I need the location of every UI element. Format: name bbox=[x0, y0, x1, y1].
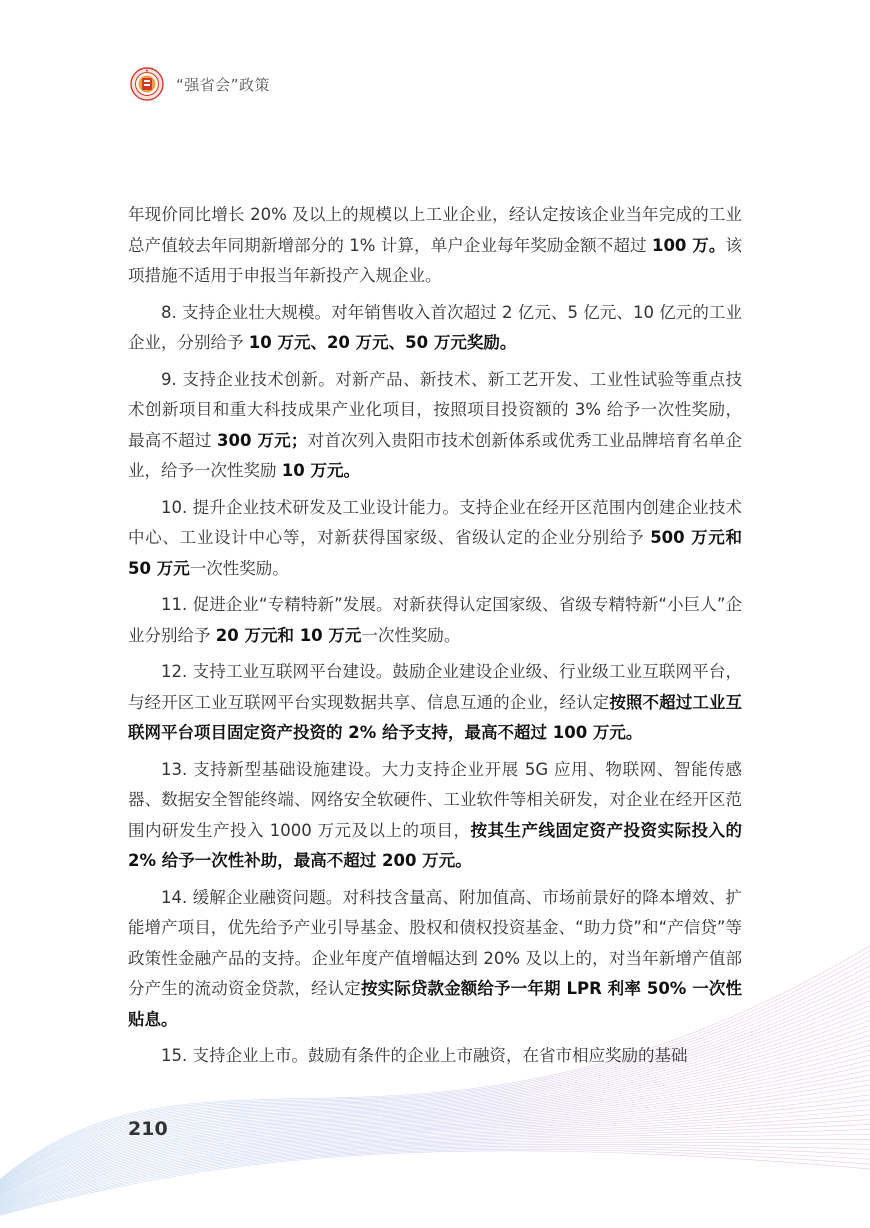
wave-line bbox=[0, 1144, 870, 1215]
wave-line bbox=[0, 1148, 870, 1217]
paragraph bbox=[128, 365, 742, 487]
body-text: 一次性奖励。 bbox=[189, 558, 289, 578]
body-text: 11. 促进企业“专精特新”发展。对新获得认定国家级、省级专精特新“小巨人”企业分别给予 bbox=[128, 595, 742, 645]
paragraph bbox=[128, 298, 742, 359]
wave-line bbox=[0, 1083, 870, 1207]
body-text: 对首次列入贵阳市技术创新体系或优秀工业品牌培育名单企业，给予一次性奖励 bbox=[128, 430, 743, 480]
paragraph bbox=[128, 755, 742, 877]
emphasized-text: 500 万元和 50 万元 bbox=[128, 528, 742, 578]
emphasized-text: 300 万元； bbox=[217, 430, 308, 450]
wave-line bbox=[0, 1146, 870, 1216]
emphasized-text: 10 万元。 bbox=[281, 461, 360, 480]
wave-line bbox=[0, 1093, 870, 1208]
emphasized-text: 100 万。 bbox=[651, 235, 726, 255]
paragraph bbox=[128, 1041, 742, 1072]
section-title: “强省会”政策 bbox=[176, 75, 271, 94]
body-text: 9. 支持企业技术创新。对新产品、新技术、新工艺开发、工业性试验等重点技术创新项目和重大科技成果产业化项目，按照项目投资额的 3% 给予一次性奖励，最高不超过 bbox=[128, 369, 742, 450]
body-text: 一次性奖励。 bbox=[361, 625, 461, 645]
paragraph bbox=[128, 590, 742, 651]
body-text: 12. 支持工业互联网平台建设。鼓励企业建设企业级、行业级工业互联网平台，与经开区工业互联网平台实现数据共享、信息互通的企业，经认定 bbox=[128, 662, 742, 712]
emphasized-text: 按实际贷款金额给予一年期 LPR 利率 50% 一次性贴息。 bbox=[128, 979, 742, 1029]
paragraph bbox=[128, 200, 742, 292]
paragraph bbox=[128, 493, 742, 585]
wave-line bbox=[0, 1151, 870, 1218]
emphasized-text: 20 万元和 10 万元 bbox=[215, 625, 362, 645]
wave-line bbox=[0, 1142, 870, 1214]
wave-line bbox=[0, 1088, 870, 1207]
paragraph bbox=[128, 883, 742, 1036]
body-text: 10. 提升企业技术研发及工业设计能力。支持企业在经开区范围内创建企业技术中心、工业设计中心等，对新获得国家级、省级认定的企业分别给予 bbox=[128, 497, 742, 547]
wave-line bbox=[0, 1139, 870, 1214]
emphasized-text: 按照不超过工业互联网平台项目固定资产投资的 2% 给予支持，最高不超过 100 万元。 bbox=[128, 692, 743, 742]
organization-seal-icon bbox=[130, 67, 164, 101]
emphasized-text: 按其生产线固定资产投资实际投入的 2% 给予一次性补助，最高不超过 200 万元。 bbox=[128, 820, 743, 870]
wave-line bbox=[0, 1149, 870, 1217]
body-text: 13. 支持新型基础设施建设。大力支持企业开展 5G 应用、物联网、智能传感器、数据安全智能终端、网络安全软硬件、工业软件等相关研发，对企业在经开区范围内研发生产投入 1000 万元及以上的项目， bbox=[128, 759, 742, 840]
page-number: 210 bbox=[128, 1118, 168, 1140]
paragraph bbox=[128, 657, 742, 749]
body-text: 8. 支持企业壮大规模。对年销售收入首次超过 2 亿元、5 亿元、10 亿元的工业企业，分别给予 bbox=[128, 302, 742, 352]
body-text: 年现价同比增长 20% 及以上的规模以上工业企业，经认定按该企业当年完成的工业总产值较去年同期新增部分的 1% 计算，单户企业每年奖励金额不超过 bbox=[128, 205, 742, 255]
emphasized-text: 10 万元、20 万元、50 万元奖励。 bbox=[248, 333, 517, 352]
wave-line bbox=[0, 1129, 870, 1213]
body-text: 14. 缓解企业融资问题。对科技含量高、附加值高、市场前景好的降本增效、扩能增产项目，优先给予产业引导基金、股权和债权投资基金、“助力贷”和“产信贷”等政策性金融产品的支持。企业年度产值增幅达到 20% 及以上的，对当年新增产值部分产生的流动资金贷款，经认定 bbox=[128, 887, 742, 998]
body-text: 15. 支持企业上市。鼓励有条件的企业上市融资，在省市相应奖励的基础 bbox=[161, 1046, 688, 1065]
wave-line bbox=[0, 1078, 870, 1206]
document-body bbox=[128, 200, 742, 1078]
page-header bbox=[130, 66, 270, 102]
wave-line bbox=[0, 1098, 870, 1208]
wave-line bbox=[0, 1134, 870, 1213]
body-text: 该项措施不适用于申报当年新投产入规企业。 bbox=[128, 235, 742, 285]
